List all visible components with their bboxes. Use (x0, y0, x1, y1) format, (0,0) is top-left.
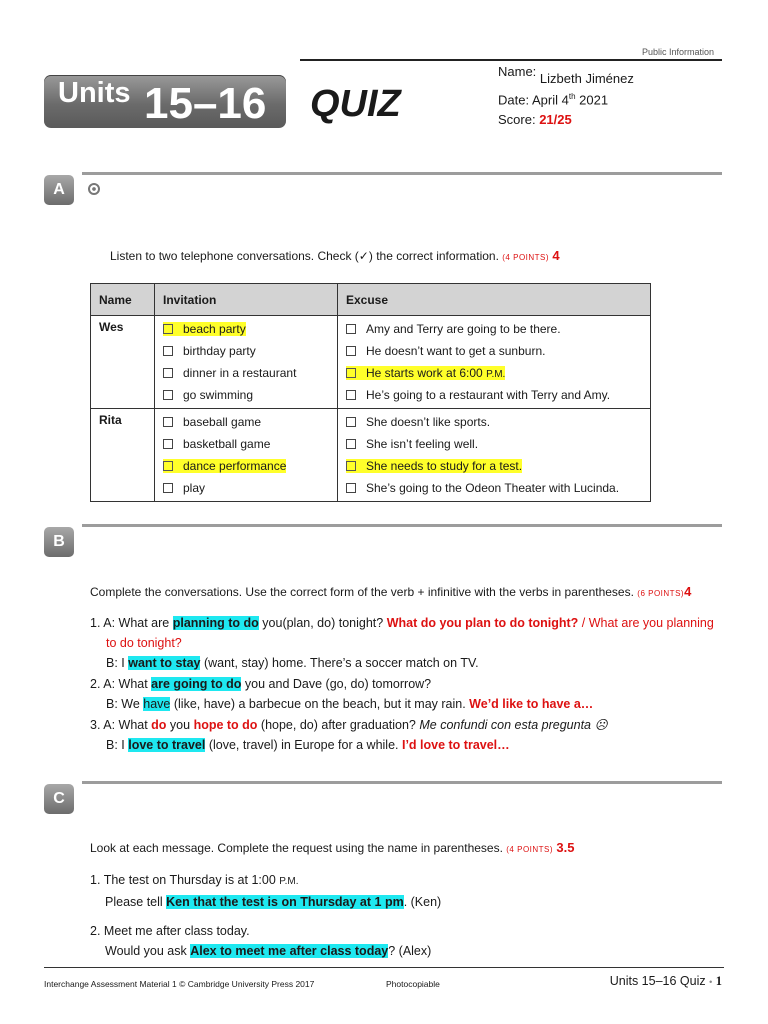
c2-number: 2. (90, 924, 101, 938)
b3-a-answer: hope to do (193, 718, 258, 732)
row-name-wes: Wes (91, 316, 155, 409)
checkbox-option[interactable] (163, 477, 329, 499)
c1-request (90, 892, 722, 912)
section-b-instruction-text: Complete the conversations. Use the correct form of the verb + infinitive with the verbs in parentheses. (90, 585, 634, 599)
checkbox[interactable] (163, 417, 173, 427)
section-c-instruction (90, 840, 574, 855)
units-badge (44, 75, 286, 128)
option-label: He doesn’t want to get a sunburn. (366, 344, 546, 358)
b2-number: 2. (90, 677, 101, 691)
checkbox-option[interactable] (346, 362, 642, 384)
section-c-score: 3.5 (556, 840, 575, 855)
c2-req-pre: Would you ask (105, 944, 191, 958)
b3-a-mid: you (166, 718, 194, 732)
b1-number: 1. (90, 616, 101, 630)
section-c-badge: C (44, 784, 74, 814)
b3-b-answer: love to travel (128, 738, 206, 752)
option-label: He starts work at 6:00 (366, 366, 483, 380)
wes-excuses (338, 316, 651, 409)
table-row (91, 409, 651, 502)
c2-answer: Alex to meet me after class today (190, 944, 389, 958)
question-b2 (90, 674, 722, 714)
option-label-suffix: P.M. (486, 369, 506, 380)
question-c2 (90, 921, 722, 961)
b3-a-post: (hope, do) after graduation? (257, 718, 420, 732)
option-label: go swimming (183, 388, 254, 402)
option-label: She needs to study for a test. (366, 459, 523, 473)
option-label: basketball game (183, 437, 271, 451)
c1-message (90, 870, 722, 892)
option-label: dance performance (183, 459, 287, 473)
checkbox[interactable] (346, 439, 356, 449)
wes-invitations (155, 316, 338, 409)
option-label: She’s going to the Odeon Theater with Lucinda. (366, 481, 620, 495)
b2-a-post: you and Dave (go, do) tomorrow? (241, 677, 432, 691)
units-word: Units (58, 77, 131, 109)
checkbox-option[interactable] (346, 318, 642, 340)
quiz-title: QUIZ (310, 83, 401, 125)
checkbox-option[interactable] (346, 477, 642, 499)
section-b-score: 4 (684, 584, 692, 599)
b2-b-answer: have (143, 697, 171, 711)
b3-note: Me confundi con esta pregunta ☹ (419, 718, 608, 732)
date-label: Date: (498, 92, 530, 108)
rita-excuses (338, 409, 651, 502)
b1-b-post: (want, stay) home. There’s a soccer match on TV. (200, 656, 479, 670)
b3-line-a (90, 715, 722, 735)
b2-b-post: (like, have) a barbecue on the beach, but it may rain. (170, 697, 470, 711)
checkbox[interactable] (346, 324, 356, 334)
section-b-instruction (90, 584, 691, 599)
option-label: birthday party (183, 344, 256, 358)
name-label: Name: (498, 64, 537, 79)
listening-table (90, 283, 651, 502)
b1-a-answer: planning to do (172, 616, 259, 630)
checkbox-option[interactable] (163, 411, 329, 433)
b1-b-answer: want to stay (128, 656, 201, 670)
name-value: Lizbeth Jiménez (539, 71, 634, 86)
option-label: dinner in a restaurant (183, 366, 297, 380)
c2-message-text: Meet me after class today. (103, 924, 250, 938)
question-c1 (90, 870, 722, 912)
b1-correction: What do you plan to do tonight? (386, 616, 579, 630)
public-information-label: Public Information (641, 47, 714, 57)
checkbox[interactable] (346, 417, 356, 427)
date-year: 2021 (575, 92, 609, 108)
section-a-instruction (110, 248, 560, 263)
checkbox[interactable] (346, 346, 356, 356)
b2-correction: We’d like to have a… (469, 697, 594, 711)
col-invitation-header: Invitation (155, 284, 338, 316)
date-sup: th (568, 92, 576, 101)
checkbox-option[interactable] (163, 384, 329, 406)
col-name-header: Name (91, 284, 155, 316)
checkbox[interactable] (346, 368, 356, 378)
page-number: 1 (715, 974, 722, 988)
b2-a-answer: are going to do (151, 677, 242, 691)
b3-number: 3. (90, 718, 101, 732)
checkbox[interactable] (163, 346, 173, 356)
col-excuse-header: Excuse (338, 284, 651, 316)
section-b-points: (6 POINTS) (637, 589, 685, 598)
option-label: He’s going to a restaurant with Terry and Amy. (366, 388, 611, 402)
b1-a-pre: A: What are (103, 616, 173, 630)
b2-line-b (90, 694, 722, 714)
units-range: 15–16 (144, 79, 267, 128)
c2-message (90, 921, 722, 941)
c1-answer: Ken that the test is on Thursday at 1 pm (166, 895, 404, 909)
checkbox[interactable] (346, 483, 356, 493)
b2-b-pre: B: We (106, 697, 144, 711)
footer-page-info (610, 974, 722, 989)
checkbox[interactable] (163, 324, 173, 334)
footer-rule (44, 967, 724, 968)
section-b-rule (82, 524, 722, 527)
b1-b-pre: B: I (106, 656, 129, 670)
checkbox-option[interactable] (163, 455, 329, 477)
c2-request (90, 941, 722, 961)
b3-b-post: (love, travel) in Europe for a while. (205, 738, 402, 752)
c1-message-text: The test on Thursday is at 1:00 (103, 873, 280, 887)
checkbox[interactable] (163, 390, 173, 400)
section-c-instruction-text: Look at each message. Complete the request using the name in parentheses. (90, 841, 503, 855)
b2-a-pre: A: What (103, 677, 152, 691)
c1-req-post: . (Ken) (403, 895, 442, 909)
checkbox-option[interactable] (346, 433, 642, 455)
section-c-rule (82, 781, 722, 784)
checkbox-option[interactable] (163, 433, 329, 455)
b1-alternative: / What are you planning to do tonight? (106, 616, 714, 650)
section-a-rule (82, 172, 722, 175)
table-header-row (91, 284, 651, 316)
footer-quiz-title: Units 15–16 Quiz (609, 974, 706, 988)
checkbox[interactable] (346, 390, 356, 400)
option-label: She doesn’t like sports. (366, 415, 491, 429)
section-c-points: (4 POINTS) (506, 845, 554, 854)
row-name-rita: Rita (91, 409, 155, 502)
checkbox-option[interactable] (346, 340, 642, 362)
option-label: Amy and Terry are going to be there. (366, 322, 561, 336)
option-label: beach party (183, 322, 246, 336)
option-label: play (183, 481, 206, 495)
table-row (91, 316, 651, 409)
b3-a-red-word: do (151, 718, 167, 732)
c1-number: 1. (90, 873, 101, 887)
b2-line-a (90, 674, 722, 694)
checkbox-option[interactable] (346, 384, 642, 406)
date-line (498, 92, 608, 107)
checkbox-option[interactable] (163, 318, 329, 340)
section-a-badge: A (44, 175, 74, 205)
footer-copyright: Interchange Assessment Material 1 © Cambridge University Press 2017 (44, 979, 315, 989)
audio-icon[interactable] (88, 183, 100, 195)
top-rule (300, 59, 722, 61)
b1-line-b (90, 653, 722, 673)
b3-a-pre: A: What (103, 718, 152, 732)
b3-b-pre: B: I (106, 738, 129, 752)
checkbox-option[interactable] (346, 455, 642, 477)
footer-bullet: • (709, 977, 713, 987)
b3-correction: I’d love to travel… (401, 738, 510, 752)
c1-message-suffix: P.M. (279, 876, 299, 887)
footer-photocopiable: Photocopiable (386, 979, 440, 989)
checkbox-option[interactable] (163, 340, 329, 362)
rita-invitations (155, 409, 338, 502)
section-a-score: 4 (552, 248, 560, 263)
checkbox[interactable] (163, 461, 173, 471)
option-label: baseball game (183, 415, 262, 429)
score-value: 21/25 (539, 112, 572, 127)
score-label: Score: (498, 112, 536, 127)
checkbox[interactable] (163, 483, 173, 493)
c2-req-post: ? (Alex) (388, 944, 432, 958)
checkbox-option[interactable] (346, 411, 642, 433)
c1-req-pre: Please tell (105, 895, 167, 909)
checkbox-option[interactable] (163, 362, 329, 384)
b1-line-a (90, 613, 722, 653)
question-b3 (90, 715, 722, 755)
name-line (498, 64, 634, 86)
checkbox[interactable] (163, 368, 173, 378)
section-b-badge: B (44, 527, 74, 557)
option-label: She isn’t feeling well. (366, 437, 479, 451)
date-value: April 4 (531, 92, 569, 108)
b1-a-post: you(plan, do) tonight? (258, 616, 387, 630)
score-line (498, 112, 572, 127)
section-a-points: (4 POINTS) (502, 253, 550, 262)
checkbox[interactable] (346, 461, 356, 471)
b3-line-b (90, 735, 722, 755)
question-b1 (90, 613, 722, 673)
section-a-instruction-text: Listen to two telephone conversations. Check (✓) the correct information. (110, 249, 499, 263)
checkbox[interactable] (163, 439, 173, 449)
